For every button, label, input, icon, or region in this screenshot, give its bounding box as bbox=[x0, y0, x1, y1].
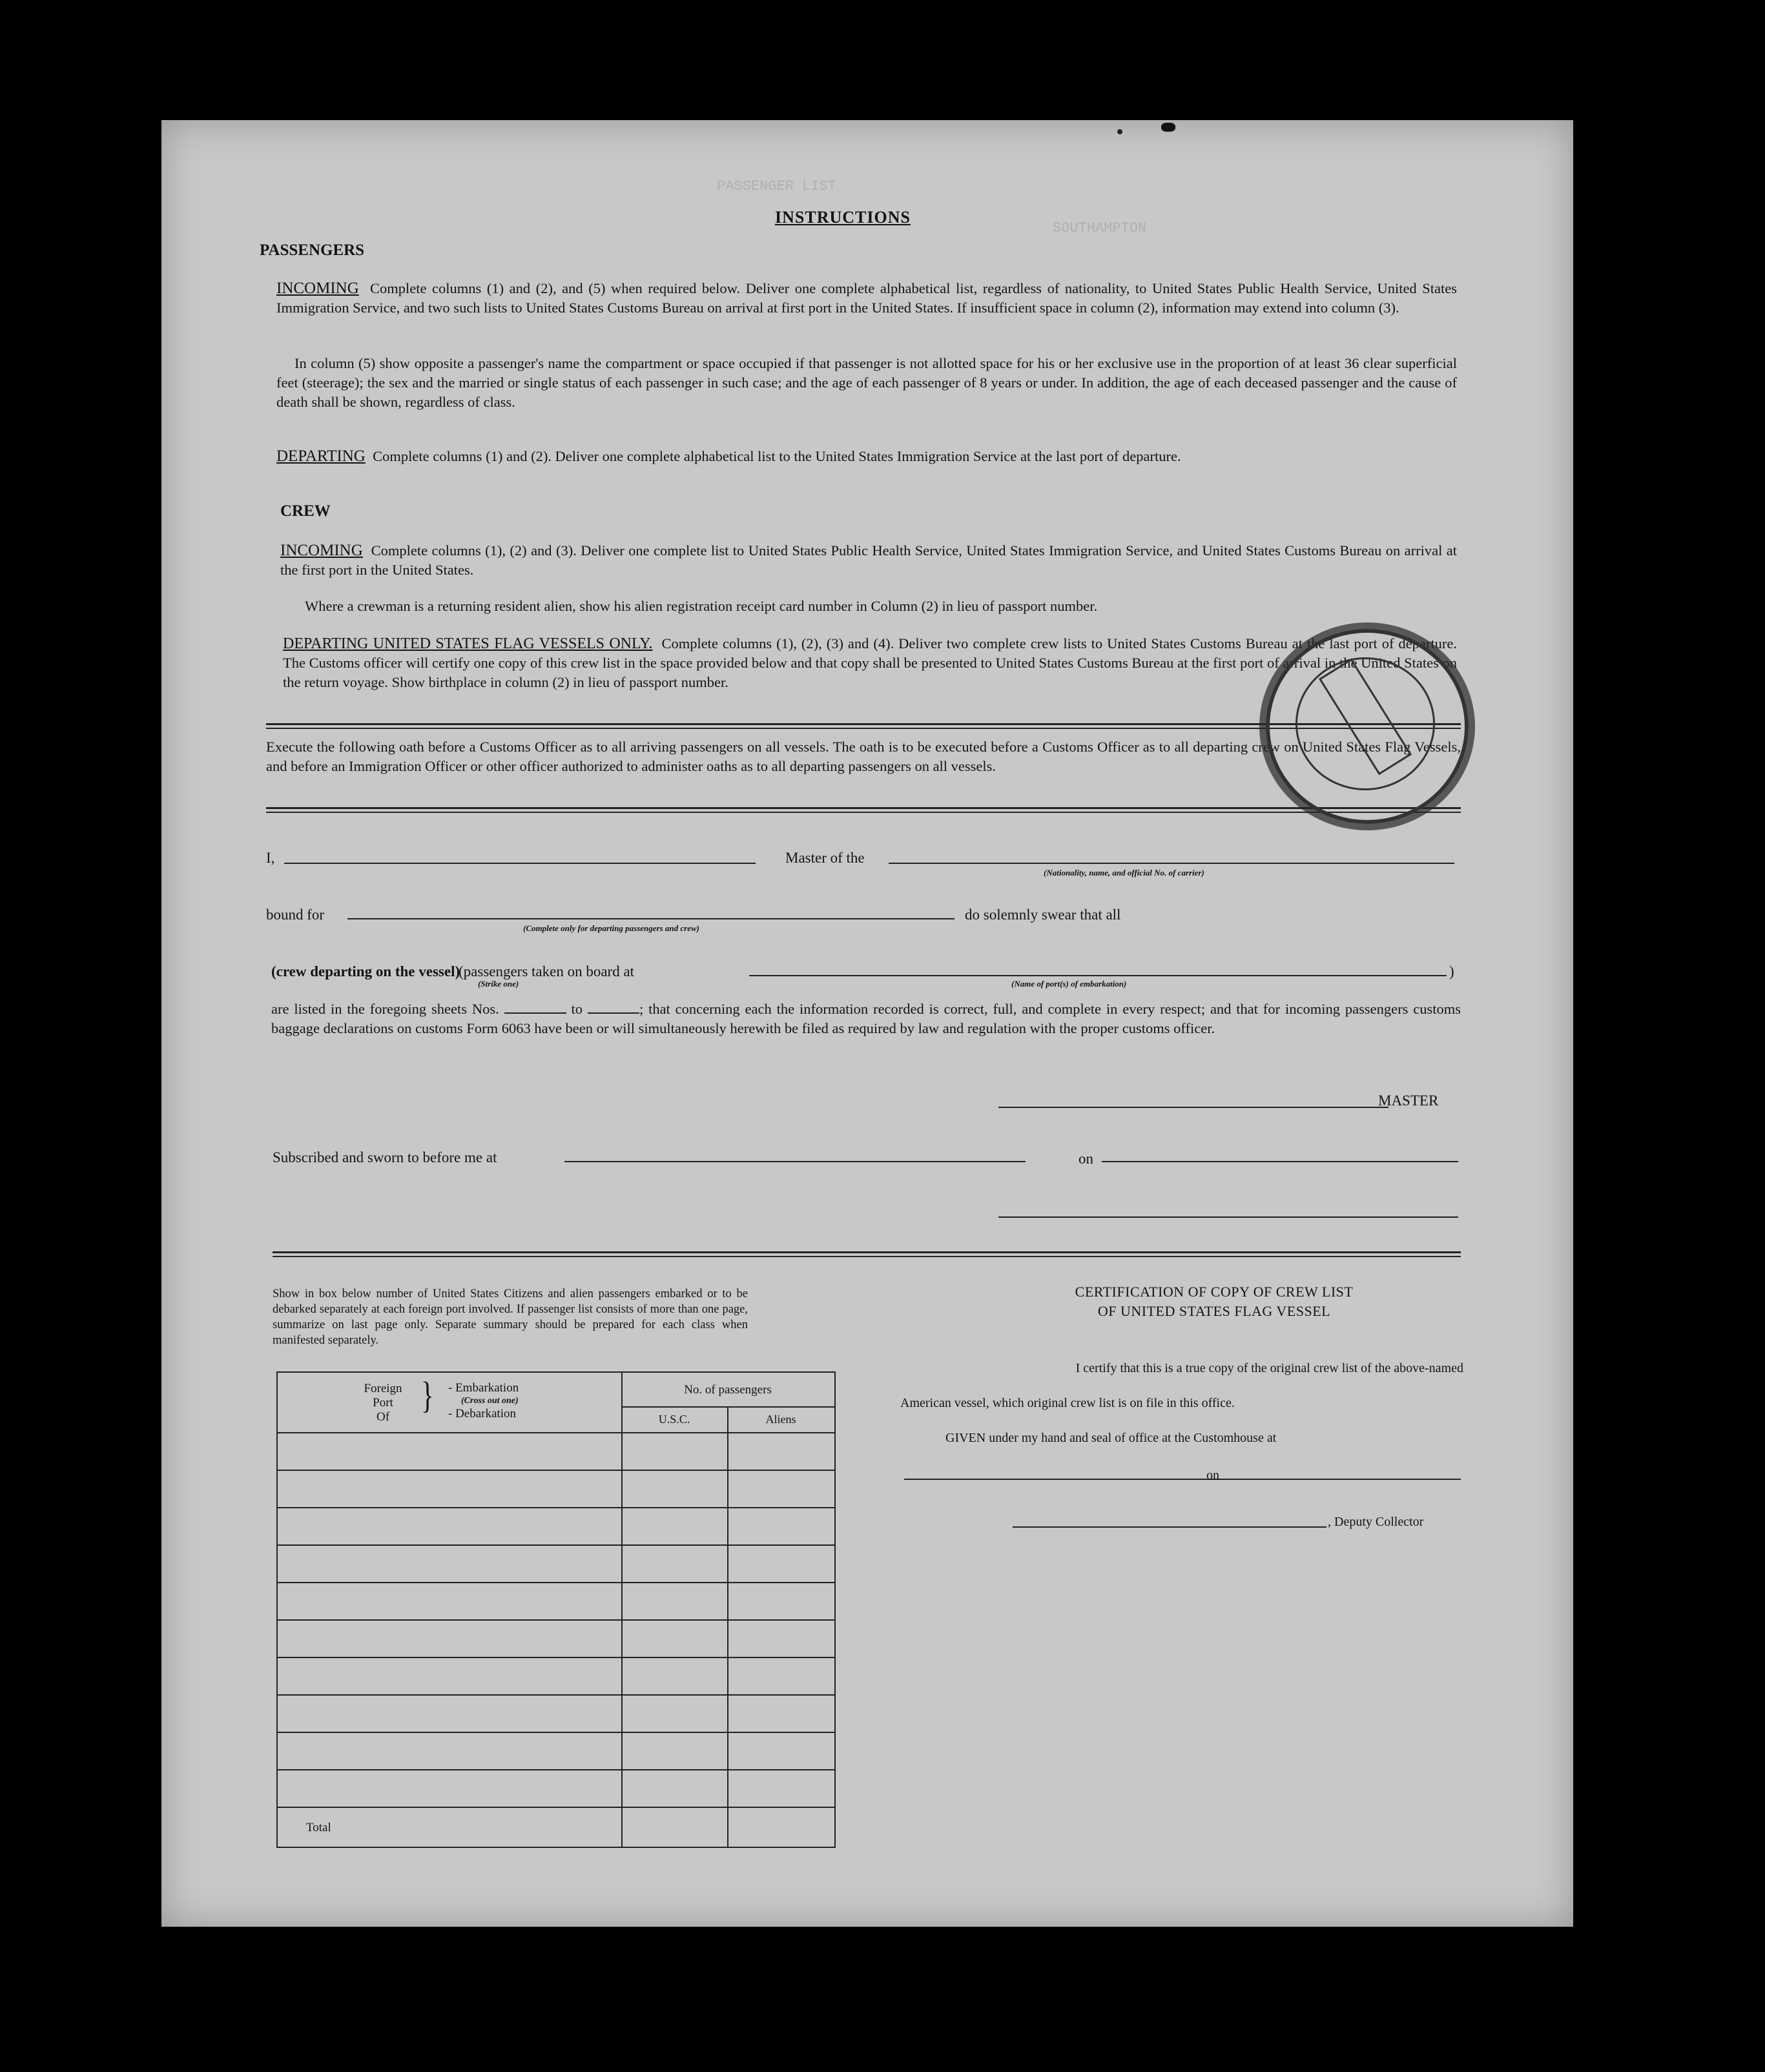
bound-for-field[interactable] bbox=[347, 918, 955, 919]
master-label: MASTER bbox=[1378, 1092, 1439, 1109]
page-title: INSTRUCTIONS bbox=[775, 208, 911, 227]
brace-icon: } bbox=[421, 1374, 434, 1416]
debarkation-option[interactable]: - Debarkation bbox=[448, 1407, 516, 1421]
given-text: GIVEN under my hand and seal of office at the Customhouse at bbox=[945, 1431, 1277, 1445]
strike-one-note: (Strike one) bbox=[478, 979, 519, 989]
table-row[interactable] bbox=[278, 1470, 834, 1471]
cert-text-1: I certify that this is a true copy of the original crew list of the above-named bbox=[1075, 1361, 1463, 1375]
ink-mark bbox=[1117, 129, 1122, 134]
bound-note: (Complete only for departing passengers and crew) bbox=[523, 923, 699, 933]
passengers-taken-label: (passengers taken on board at bbox=[459, 963, 635, 980]
flag-vessels-text: Complete columns (1), (2), (3) and (4). Deliver two complete crew lists to United States Customs Bureau at the last port of departure. The Customs officer will certify one copy of this crew list in the space provided below and that copy shall be presented to United States Customs Bureau at the first port of arrival in the United States on the return voyage. Show birthplace in column (2) in lieu of passport number. bbox=[283, 635, 1457, 690]
listed-text-2: ; that concerning each the information recorded is correct, full, and complete in every respect; and that for incoming passengers customs baggage declarations on customs Form 6063 have been or will simultaneously herewith be filed as required by law and regulation with the proper customs officer. bbox=[271, 1001, 1461, 1036]
embarkation-option[interactable]: - Embarkation bbox=[448, 1381, 519, 1395]
sworn-date-field[interactable] bbox=[1102, 1161, 1458, 1162]
cert-on-label: on bbox=[1206, 1468, 1219, 1482]
sheet-from-field[interactable] bbox=[504, 1000, 566, 1014]
of-label: Of bbox=[376, 1410, 390, 1424]
no-of-passengers-header: No. of passengers bbox=[684, 1383, 772, 1397]
cross-out-note: (Cross out one) bbox=[461, 1396, 519, 1406]
table-row[interactable] bbox=[278, 1619, 834, 1621]
passengers-departing-section bbox=[276, 447, 1457, 466]
officer-signature-field[interactable] bbox=[998, 1216, 1458, 1218]
foreign-port-header bbox=[347, 1382, 418, 1424]
embark-debark-options bbox=[448, 1382, 519, 1421]
customs-seal-stamp bbox=[1266, 629, 1469, 824]
table-row[interactable] bbox=[278, 1544, 834, 1546]
master-signature-field[interactable] bbox=[998, 1107, 1388, 1108]
ink-mark bbox=[1161, 123, 1175, 132]
crew-incoming-text: Complete columns (1), (2) and (3). Deliver one complete list to United States Public Health Service, United States Immigration Service, and United States Customs Bureau on arrival at the first port in the United States. bbox=[280, 542, 1458, 578]
table-col-divider bbox=[621, 1373, 623, 1847]
crew-departing-option bbox=[271, 963, 460, 980]
port-label: Port bbox=[373, 1396, 393, 1410]
cert-text-2: American vessel, which original crew list is on file in this office. bbox=[900, 1396, 1235, 1410]
swear-text: do solemnly swear that all bbox=[965, 907, 1121, 923]
subscribed-label: Subscribed and sworn to before me at bbox=[273, 1149, 497, 1165]
table-row[interactable] bbox=[278, 1769, 834, 1770]
port-note: (Name of port(s) of embarkation) bbox=[1011, 979, 1127, 989]
bleed-through-text: SOUTHAMPTON bbox=[1053, 220, 1147, 236]
incoming-label: INCOMING bbox=[276, 280, 359, 297]
deputy-signature-field[interactable] bbox=[1013, 1526, 1326, 1528]
passenger-summary-table bbox=[276, 1371, 836, 1848]
certification-title bbox=[995, 1282, 1434, 1321]
oath-instructions: Execute the following oath before a Customs Officer as to all arriving passengers on all vessels. The oath is to be executed before a Customs Officer as to all departing crew on United States Flag Vessels, and before an Immigration Officer or other officer authorized to administer oaths as to all departing passengers on all vessels. bbox=[266, 739, 1461, 774]
crew-incoming-section bbox=[280, 541, 1457, 580]
column5-paragraph: In column (5) show opposite a passenger's name the compartment or space occupied if that passenger is not allotted space for his or her exclusive use in the proportion of at least 36 clear superficial feet (steerage); the sex and the married or single status of each passenger in such case; and the age of each passenger of 8 years or under. In addition, the age of each deceased passenger and the cause of death shall be shown, regardless of class. bbox=[276, 355, 1457, 410]
sworn-on-label: on bbox=[1079, 1151, 1093, 1167]
show-box-instructions: Show in box below number of United States Citizens and alien passengers embarked or to be debarked separately at each foreign port involved. If passenger list consists of more than one page, summarize on last page only. Separate summary should be prepared for each class when manifested separately. bbox=[273, 1287, 748, 1347]
crew-incoming-label: INCOMING bbox=[280, 542, 363, 559]
table-row[interactable] bbox=[278, 1657, 834, 1658]
incoming-text: Complete columns (1) and (2), and (5) when required below. Deliver one complete alphabetical list, regardless of nationality, to United States Public Health Service, United States Immigration Service, and two such lists to United States Customs Bureau on arrival at first port in the United States. If insufficient space in column (2), information may extend into column (3). bbox=[276, 280, 1458, 316]
table-row[interactable] bbox=[278, 1694, 834, 1696]
carrier-field[interactable] bbox=[889, 863, 1454, 864]
listed-paragraph bbox=[271, 1000, 1461, 1038]
sworn-place-field[interactable] bbox=[564, 1161, 1026, 1162]
total-label: Total bbox=[306, 1821, 331, 1834]
listed-text-1: are listed in the foregoing sheets Nos. bbox=[271, 1001, 499, 1017]
document-page bbox=[161, 120, 1573, 1927]
aliens-header: Aliens bbox=[765, 1413, 796, 1426]
crewman-paragraph: Where a crewman is a returning resident alien, show his alien registration receipt card number in Column (2) in lieu of passport number. bbox=[305, 598, 1098, 614]
foreign-label: Foreign bbox=[364, 1382, 402, 1395]
flag-vessels-label: DEPARTING UNITED STATES FLAG VESSELS ONLY. bbox=[283, 635, 653, 652]
master-name-field[interactable] bbox=[284, 863, 756, 864]
table-col-divider bbox=[727, 1406, 728, 1847]
cert-title-line-2: OF UNITED STATES FLAG VESSEL bbox=[1097, 1303, 1331, 1319]
master-of-the-label: Master of the bbox=[785, 850, 865, 866]
usc-header: U.S.C. bbox=[658, 1413, 690, 1426]
nationality-note: (Nationality, name, and official No. of carrier) bbox=[1044, 868, 1204, 877]
embarkation-port-field[interactable] bbox=[749, 975, 1447, 976]
table-row[interactable] bbox=[278, 1582, 834, 1583]
crew-heading: CREW bbox=[280, 502, 331, 520]
bound-for-label: bound for bbox=[266, 907, 325, 923]
sheet-to-field[interactable] bbox=[588, 1000, 639, 1014]
crew-departing-label: (crew departing on the vessel) bbox=[271, 963, 460, 980]
cert-date-field[interactable] bbox=[1228, 1479, 1461, 1480]
oath-i-label: I, bbox=[266, 850, 275, 866]
close-paren: ) bbox=[1449, 963, 1454, 980]
bleed-through-text: PASSENGER LIST bbox=[717, 178, 836, 194]
table-row[interactable] bbox=[278, 1732, 834, 1733]
section-divider bbox=[273, 1251, 1461, 1257]
passengers-incoming-section bbox=[276, 279, 1457, 318]
table-row[interactable] bbox=[278, 1807, 834, 1808]
passengers-heading: PASSENGERS bbox=[260, 241, 365, 259]
departing-label: DEPARTING bbox=[276, 447, 366, 465]
section-divider bbox=[266, 807, 1461, 813]
table-row[interactable] bbox=[278, 1507, 834, 1508]
deputy-collector-label: , Deputy Collector bbox=[1328, 1515, 1424, 1529]
departing-text: Complete columns (1) and (2). Deliver one complete alphabetical list to the United States Immigration Service at the last port of departure. bbox=[373, 448, 1181, 464]
cert-title-line-1: CERTIFICATION OF COPY OF CREW LIST bbox=[1075, 1284, 1354, 1300]
table-rule bbox=[278, 1432, 834, 1433]
listed-to-label: to bbox=[571, 1001, 583, 1017]
